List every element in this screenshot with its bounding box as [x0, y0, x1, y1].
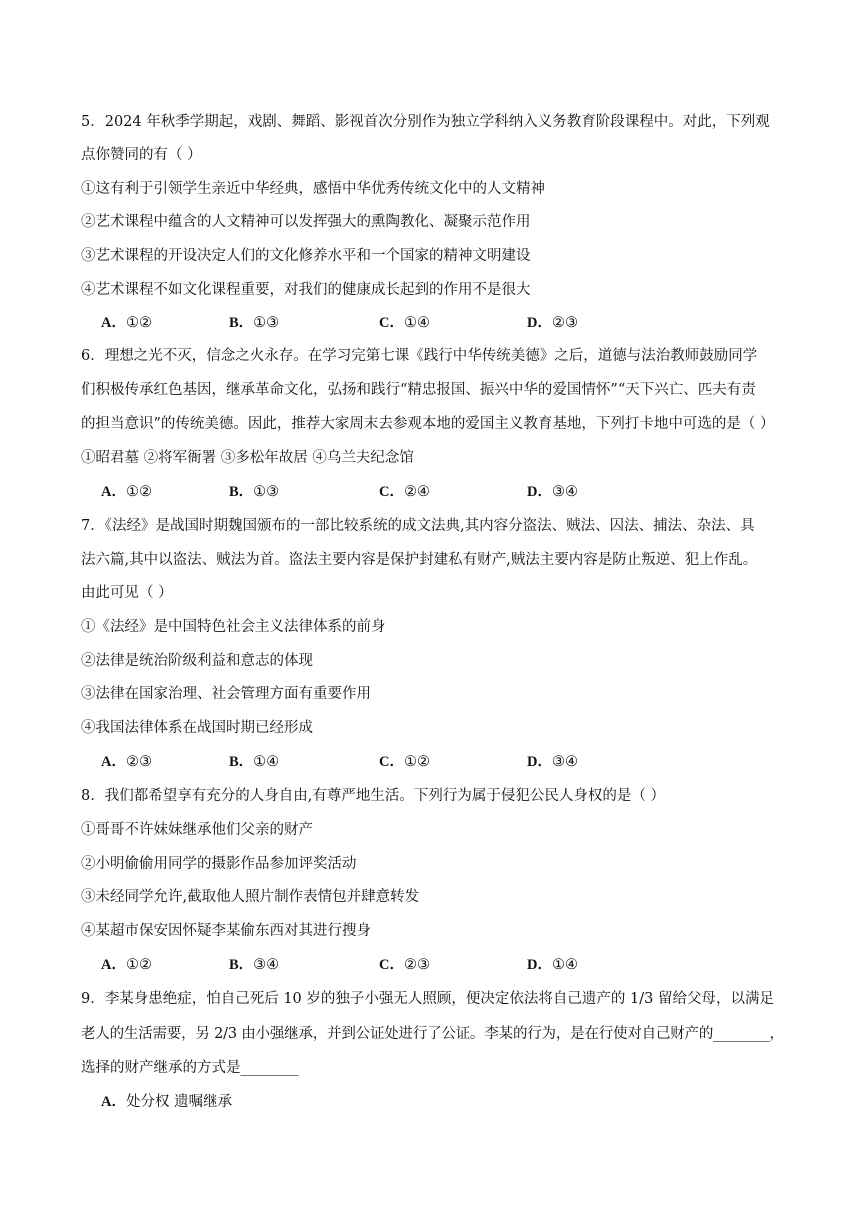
option-label: C． [379, 484, 404, 500]
option-text: ③④ [551, 484, 578, 500]
option-a[interactable] [101, 313, 152, 333]
option-b[interactable] [229, 955, 279, 975]
statement-item: ①哥哥不许妹妹继承他们父亲的财产 [81, 822, 313, 838]
option-text: ②③ [125, 754, 152, 770]
statement-item: ③艺术课程的开设决定人们的文化修养水平和一个国家的精神文明建设 [81, 248, 531, 264]
statement-item: ③法律在国家治理、社会管理方面有重要作用 [81, 686, 371, 702]
question-stem-line: 9．李某身患绝症，怕自己死后 10 岁的独子小强无人照顾，便决定依法将自己遗产的 1/3 留给父母，以满足 [81, 991, 774, 1007]
option-text: ①② [403, 754, 430, 770]
question-stem-line: 8．我们都希望享有充分的人身自由,有尊严地生活。下列行为属于侵犯公民人身权的是（ ） [81, 788, 665, 804]
option-label: B． [229, 754, 254, 770]
question-stem-line: 们积极传承红色基因，继承革命文化，弘扬和践行“精忠报国、振兴中华的爱国情怀”“天下兴亡、匹夫有责 [81, 382, 756, 398]
question-stem-line: 法六篇,其中以盗法、贼法为首。盗法主要内容是保护封建私有财产,贼法主要内容是防止叛逆、犯上作乱。 [81, 552, 758, 568]
option-label: B． [229, 957, 254, 973]
option-label: C． [379, 754, 404, 770]
option-d[interactable] [527, 955, 578, 975]
option-text: ②③ [403, 957, 430, 973]
option-b[interactable] [229, 482, 279, 502]
option-b[interactable] [229, 752, 279, 772]
option-text: ①② [125, 957, 152, 973]
statement-item: ④某超市保安因怀疑李某偷东西对其进行搜身 [81, 923, 371, 939]
option-text: ②③ [551, 315, 578, 331]
statement-item: ②法律是统治阶级利益和意志的体现 [81, 653, 313, 669]
option-label: A． [101, 1094, 126, 1110]
option-d[interactable] [527, 313, 578, 333]
option-a[interactable] [101, 1092, 232, 1112]
option-c[interactable] [379, 955, 430, 975]
statement-item: ②小明偷偷用同学的摄影作品参加评奖活动 [81, 856, 357, 872]
option-text: ①③ [253, 484, 280, 500]
question-stem-line: 7．《法经》是战国时期魏国颁布的一部比较系统的成文法典,其内容分盗法、贼法、囚法、捕法、杂法、具 [81, 518, 755, 534]
statement-item: ③未经同学允许,截取他人照片制作表情包并肆意转发 [81, 889, 420, 905]
option-text: ①④ [253, 754, 280, 770]
option-label: C． [379, 957, 404, 973]
option-text: ①④ [403, 315, 430, 331]
option-b[interactable] [229, 313, 279, 333]
option-text: ③④ [253, 957, 280, 973]
option-label: A． [101, 754, 126, 770]
question-stem-line: 点你赞同的有（ ） [81, 147, 202, 163]
statement-item: ①《法经》是中国特色社会主义法律体系的前身 [81, 619, 386, 635]
option-label: A． [101, 315, 126, 331]
option-label: B． [229, 484, 254, 500]
option-label: A． [101, 484, 126, 500]
option-text: ①② [125, 484, 152, 500]
question-stem-line: 由此可见（ ） [81, 585, 173, 601]
option-label: D． [527, 484, 552, 500]
option-c[interactable] [379, 313, 430, 333]
question-stem-line: 6．理想之光不灭，信念之火永存。在学习完第七课《践行中华传统美德》之后，道德与法治教师鼓励同学 [81, 348, 758, 364]
option-label: D． [527, 754, 552, 770]
option-text: ①③ [253, 315, 280, 331]
statement-item: ①这有利于引领学生亲近中华经典，感悟中华优秀传统文化中的人文精神 [81, 181, 545, 197]
option-text: ①② [125, 315, 152, 331]
statement-item: ②艺术课程中蕴含的人文精神可以发挥强大的熏陶教化、凝聚示范作用 [81, 214, 531, 230]
option-a[interactable] [101, 482, 152, 502]
option-label: B． [229, 315, 254, 331]
statement-item: ①昭君墓 ②将军衙署 ③多松年故居 ④乌兰夫纪念馆 [81, 450, 414, 466]
option-label: D． [527, 957, 552, 973]
option-label: A． [101, 957, 126, 973]
statement-item: ④艺术课程不如文化课程重要，对我们的健康成长起到的作用不是很大 [81, 282, 531, 298]
option-text: ②④ [403, 484, 430, 500]
option-a[interactable] [101, 752, 152, 772]
option-d[interactable] [527, 752, 578, 772]
option-label: D． [527, 315, 552, 331]
option-c[interactable] [379, 752, 430, 772]
question-stem-line: 老人的生活需要，另 2/3 由小强继承，并到公证处进行了公证。李某的行为，是在行使对自己财产的________， [81, 1026, 784, 1042]
question-stem-line: 5．2024 年秋季学期起，戏剧、舞蹈、影视首次分别作为独立学科纳入义务教育阶段课程中。对此，下列观 [81, 114, 770, 130]
question-stem-line: 的担当意识”的传统美德。因此，推荐大家周末去参观本地的爱国主义教育基地，下列打卡地中可选的是（ ） [81, 416, 775, 432]
option-d[interactable] [527, 482, 578, 502]
option-c[interactable] [379, 482, 430, 502]
option-text: ③④ [551, 754, 578, 770]
question-stem-line: 选择的财产继承的方式是________ [81, 1060, 299, 1076]
option-text: ①④ [551, 957, 578, 973]
option-label: C． [379, 315, 404, 331]
option-a[interactable] [101, 955, 152, 975]
statement-item: ④我国法律体系在战国时期已经形成 [81, 720, 313, 736]
option-text: 处分权 遗嘱继承 [125, 1094, 233, 1110]
